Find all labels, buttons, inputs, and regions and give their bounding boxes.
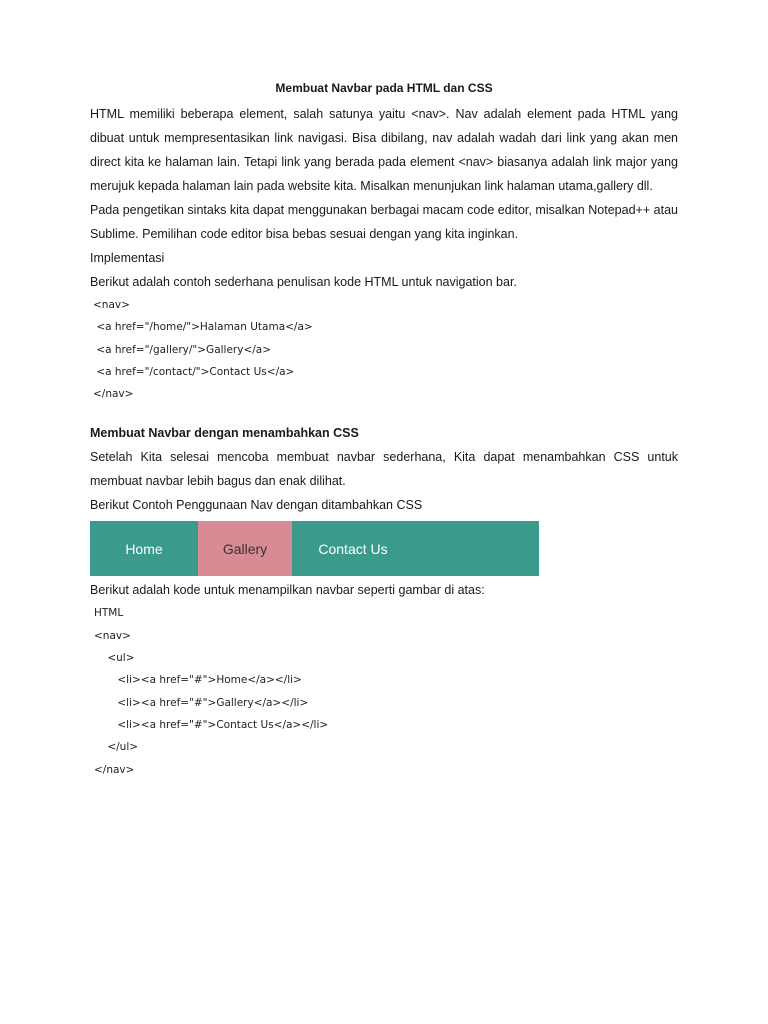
demo-navbar (90, 521, 539, 576)
code-block-css-nav (90, 602, 678, 780)
editor-paragraph: Pada pengetikan sintaks kita dapat menggunakan berbagai macam code editor, misalkan Notepad++ atau Sublime. Pemilihan code editor bisa bebas sesuai dengan yang kita inginkan. (90, 203, 678, 241)
code-intro-paragraph: Berikut adalah kode untuk menampilkan navbar seperti gambar di atas: (90, 583, 485, 598)
css-intro-paragraph: Setelah Kita selesai mencoba membuat navbar sederhana, Kita dapat menambahkan CSS untuk membuat navbar lebih bagus dan enak dilihat. (90, 450, 678, 489)
section-heading-css: Membuat Navbar dengan menambahkan CSS (90, 426, 359, 441)
code-line: </nav> (94, 763, 135, 776)
code-line: <li><a href="#">Contact Us</a></li> (94, 718, 329, 731)
code-line: <nav> (93, 299, 130, 311)
code-line: <ul> (94, 652, 135, 665)
code-line: <nav> (94, 629, 131, 642)
nav-item-contact-us[interactable]: Contact Us (318, 540, 388, 557)
nav-item-gallery[interactable]: Gallery (198, 521, 292, 576)
code-line: </nav> (93, 388, 134, 401)
nav-item-home[interactable]: Home (125, 540, 163, 557)
document-title: Membuat Navbar pada HTML dan CSS (275, 81, 493, 95)
code-line: <a href="/contact/">Contact Us</a> (93, 365, 295, 378)
css-example-label: Berikut Contoh Penggunaan Nav dengan ditambahkan CSS (90, 498, 423, 513)
document-page (90, 78, 678, 781)
code-line: <a href="/home/">Halaman Utama</a> (93, 321, 313, 334)
implementasi-label: Implementasi (90, 251, 165, 265)
intro-paragraph: HTML memiliki beberapa element, salah satunya yaitu <nav>. Nav adalah element pada HTML yang dibuat untuk mempresentasikan link navigasi. Bisa dibilang, nav adalah wadah dari link yang akan men direct kita ke halaman lain. Tetapi link yang berada pada element <nav> biasanya adalah link major yang merujuk kepada halaman lain pada website kita. Misalkan menunjukan link halaman utama,gallery dll. (90, 107, 678, 193)
code-line: </ul> (94, 741, 139, 754)
code-line: <a href="/gallery/">Gallery</a> (93, 343, 272, 356)
code-line: <li><a href="#">Home</a></li> (94, 674, 302, 687)
example-intro-paragraph: Berikut adalah contoh sederhana penulisan kode HTML untuk navigation bar. (90, 275, 517, 289)
code-line: <li><a href="#">Gallery</a></li> (94, 696, 309, 709)
code-line: HTML (94, 607, 124, 620)
code-block-simple-nav (90, 294, 678, 405)
